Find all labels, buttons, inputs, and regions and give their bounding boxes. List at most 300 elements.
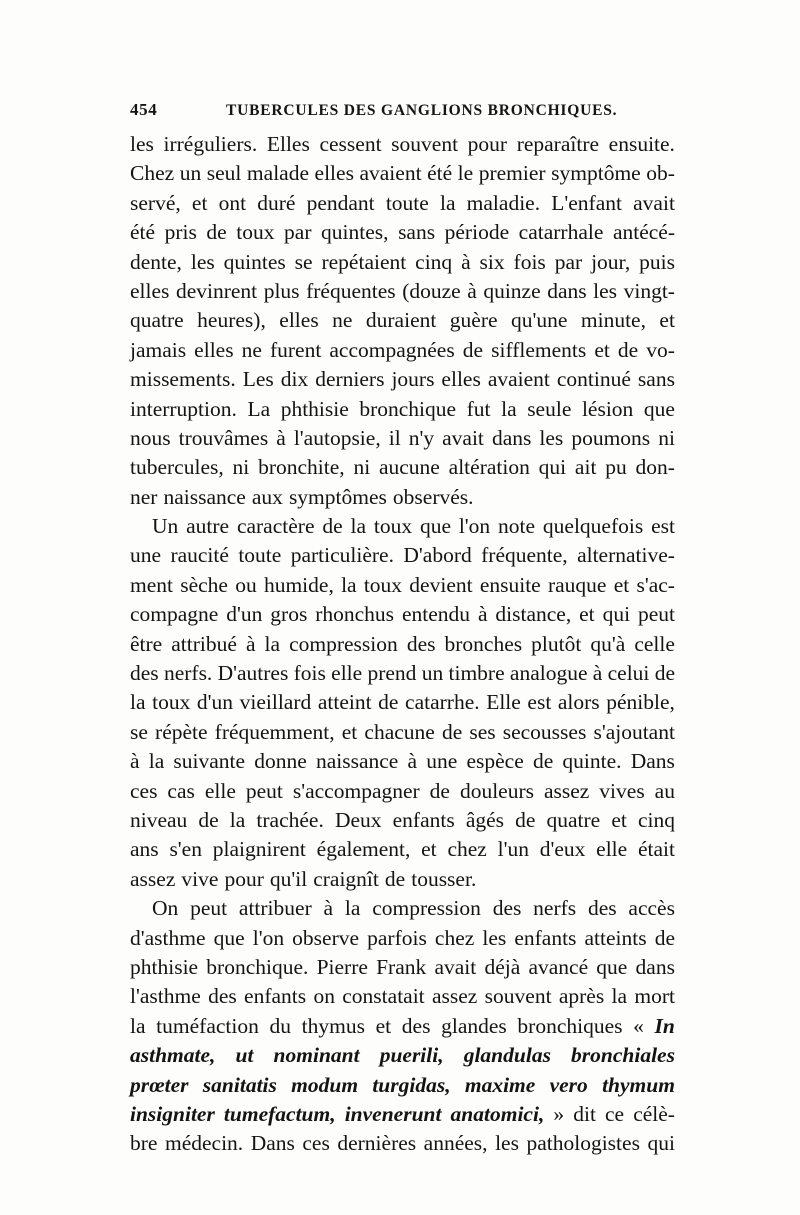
word: à [407,749,418,774]
word: nous [130,425,171,450]
word: s'accompagner [292,778,420,803]
word: don- [635,455,675,480]
word: duré [257,190,296,215]
word: prœter [130,1072,189,1097]
word: turgidas, [372,1072,451,1097]
word: du [269,1013,291,1038]
word: l'asthme [130,984,201,1009]
word: Dans [630,749,675,774]
word: avaient [359,161,422,186]
text-line [130,541,675,570]
text-line [130,512,675,541]
word: attribuer [238,896,312,921]
word: et [659,308,675,333]
word: souvent [484,984,552,1009]
word: assez [431,984,478,1009]
word: à [592,661,603,686]
word: bronchique. [206,954,309,979]
word: plutôt [531,631,582,656]
word: puerili, [379,1043,444,1068]
word: assez [543,778,590,803]
word: déjà [484,954,521,979]
text-line [130,483,675,512]
word: est [651,514,675,539]
word: une [130,543,162,568]
word: tubercules, [130,455,224,480]
word: de [429,778,450,803]
word: et [341,719,358,744]
word: irréguliers. [163,132,258,156]
word: par [284,220,312,245]
word: et [594,337,610,362]
word: caractère [236,514,315,539]
word: une [426,749,458,774]
word: souvent [391,132,459,156]
word: humide, [263,572,334,597]
word: de [441,719,463,744]
word: chez [447,837,487,862]
text-line [130,159,675,188]
word: particulière. [290,543,394,568]
word: d'un [196,690,234,715]
word: Un [152,514,179,539]
word: des [492,896,522,921]
word: de [654,925,675,950]
word: celui [607,661,650,686]
text-line [130,982,675,1011]
word: jamais [130,337,187,362]
word: la [350,514,367,539]
word: constatait [342,984,425,1009]
word: l'autopsie, [293,425,381,450]
word: D'autres [217,661,289,686]
word: enfants [392,807,455,832]
word: La [247,396,271,421]
word: qui [538,455,567,480]
word: ner [130,484,158,509]
word: à [130,749,140,774]
word: elles [130,278,170,303]
word: avait [434,954,477,979]
text-line [130,189,675,218]
word: missements. [130,367,236,392]
word: celle [634,631,675,656]
word: période [444,220,510,245]
word: accompagnées [329,337,455,362]
word: à [467,278,477,303]
word: vingt- [623,278,675,303]
word: de [384,866,406,891]
word: toux [373,514,413,539]
word: d'eux [539,837,586,862]
word: pathologistes [526,1131,640,1156]
word: âgés [465,807,505,832]
text-line [130,571,675,600]
word: niveau [130,807,188,832]
word: n'y [408,425,435,450]
word: secousses [502,719,587,744]
word: naissance [163,484,246,509]
word: la [264,631,281,656]
word: elle [204,778,236,803]
text-line [130,953,675,982]
word: qu'une [511,308,568,333]
word: quintes, [321,220,389,245]
word: la [130,1013,146,1038]
word: à [477,602,488,627]
word: plus [263,278,300,303]
word: D'abord [403,543,472,568]
word: par [554,249,583,274]
word: toux [152,690,191,715]
word: à [461,249,471,274]
word: sanitatis [202,1072,277,1097]
word: plaignirent [212,837,306,862]
word: la [341,572,357,597]
running-title: TUBERCULES DES GANGLIONS BRONCHIQUES. [226,102,618,119]
word: d'asthme [130,925,206,950]
word: lésion [581,396,634,421]
word: également, [316,837,411,862]
word: la [344,896,361,921]
word: dernières [337,1131,417,1156]
word: toux [363,572,403,597]
word: Elles [266,132,310,156]
word: ni [658,425,675,450]
word: d'un [226,602,263,627]
word: que [213,925,245,950]
word: cas [167,778,195,803]
word: et [375,1013,392,1038]
word: altération [448,455,530,480]
word: six [479,249,505,274]
word: nerfs. [163,661,213,686]
text-line [130,1129,675,1158]
word: cinq [415,249,453,274]
word: seul [206,161,242,186]
text-line [130,835,675,864]
word: les [495,1131,519,1156]
word: gros [270,602,308,627]
word: vero [549,1072,588,1097]
word: invenerunt [344,1101,442,1126]
word: sèche [180,572,228,597]
word: catarrhe. [405,690,480,715]
text-line [130,659,675,688]
word: avancé [528,954,589,979]
word: pour [467,132,508,156]
word: ob- [646,161,675,186]
word: il [388,425,401,450]
word: maxime [464,1072,536,1097]
word: parfois [367,925,427,950]
word: craignît [313,866,379,891]
word: s'en [169,837,202,862]
word: après [558,984,605,1009]
word: être [130,631,163,656]
word: glandulas [463,1043,551,1068]
body-text [130,130,675,1159]
word: accès [628,896,675,921]
word: minute, [580,308,646,333]
word: note [498,514,536,539]
page-number: 454 [130,100,158,119]
word: symptôme [551,161,641,186]
word: la [439,190,456,215]
word: tumefactum, [223,1101,336,1126]
word: elle [331,661,363,686]
word: bronchiales [571,1043,675,1068]
word: la [229,807,246,832]
word: heures), [197,308,266,333]
word: des [208,984,237,1009]
word: qu'il [269,866,308,891]
word: toute [238,543,282,568]
word: un [179,161,202,186]
word: l'on [252,925,285,950]
word: Deux [334,807,382,832]
word: le [457,161,474,186]
word: que [419,514,451,539]
word: fréquentes [306,278,396,303]
word: enfants [244,984,307,1009]
word: pendant [306,190,375,215]
word: duraient [365,308,437,333]
text-line [130,453,675,482]
word: des [130,661,159,686]
word: vives [599,778,645,803]
word: quinze [483,278,541,303]
word: la [148,749,165,774]
word: Frank [376,954,427,979]
word: ut [235,1043,254,1068]
word: aux [251,484,283,509]
word: célè- [633,1101,675,1126]
text-line [130,424,675,453]
word: douleurs [459,778,534,803]
word: premier [478,161,546,186]
word: rauque [547,572,607,597]
word: maladie. [466,190,541,215]
text-line [130,924,675,953]
word: était [637,837,675,862]
word: de [654,661,675,686]
word: bronchiques [517,1013,623,1038]
word: ce [605,1101,625,1126]
word: elles [279,308,319,333]
word: In [654,1013,675,1038]
word: nerfs [533,896,577,921]
word: mort [634,984,675,1009]
word: ans [130,837,159,862]
word: et [421,837,437,862]
word: atteints [584,925,647,950]
text-line [130,277,675,306]
word: ces [130,778,158,803]
word: glandes [441,1013,507,1038]
word: la [130,690,146,715]
word: bronchique [359,396,457,421]
word: compagne [130,602,219,627]
text-line [130,306,675,335]
word: naissance [315,749,399,774]
word: tuméfaction [156,1013,259,1038]
word: dit [573,1101,596,1126]
word: fut [466,396,491,421]
word: se [294,249,313,274]
word: prend [367,661,417,686]
running-head [130,100,675,130]
word: un [421,661,444,686]
text-line [130,718,675,747]
word: que [596,954,628,979]
word: ou [235,572,257,597]
word: ensuite [479,572,541,597]
word: peut [637,602,675,627]
word: ces [302,1131,330,1156]
word: atteint [317,690,372,715]
word: sans [637,367,675,392]
word: été [427,161,453,186]
word: quelquefois [542,514,644,539]
text-line [130,130,675,159]
word: devient [409,572,473,597]
word: années, [423,1131,488,1156]
word: catarrhale [518,220,604,245]
word: trachée. [256,807,324,832]
word: et [191,190,208,215]
word: donne [254,749,307,774]
word: autre [186,514,230,539]
word: attribué [171,631,237,656]
word: à [323,896,334,921]
word: sans [398,220,436,245]
word: qui [602,602,631,627]
word: dans [635,954,675,979]
word: avait [442,425,484,450]
word: asthmate, [130,1043,216,1068]
word: les [482,925,507,950]
word: vo- [646,337,675,362]
word: ni [232,455,250,480]
text-line [130,395,675,424]
word: dente, [130,249,182,274]
text-line [130,365,675,394]
word: quatre [546,807,601,832]
word: insigniter [130,1101,215,1126]
word: continué [556,367,631,392]
word: sifflements [491,337,587,362]
word: été [130,220,156,245]
word: quatre [130,308,184,333]
word: s'ajoutant [593,719,675,744]
word: Dans [250,1131,295,1156]
text-line [130,894,675,923]
word: de [378,690,399,715]
word: se [130,719,148,744]
word: repétaient [321,249,407,274]
word: les [190,249,215,274]
word: alors [557,690,600,715]
word: elles [314,161,354,186]
text-line [130,777,675,806]
word: de [515,807,536,832]
word: peut [245,778,283,803]
word: observe [292,925,360,950]
word: « [633,1013,644,1038]
word: analogue [509,661,588,686]
word: avait [633,190,675,215]
text-line [130,1100,675,1129]
word: malade [246,161,309,186]
word: ses [469,719,496,744]
word: on [313,984,335,1009]
word: derniers [315,367,385,392]
word: dans [491,425,532,450]
text-line [130,688,675,717]
word: vive [181,866,219,891]
word: anatomici, [450,1101,545,1126]
word: dix [280,367,309,392]
word: au [654,778,675,803]
word: rhonchus [315,602,395,627]
word: seule [527,396,572,421]
word: et [579,602,595,627]
word: ne [332,308,353,333]
word: peut [190,896,228,921]
word: ont [218,190,247,215]
text-line [130,600,675,629]
text-line [130,218,675,247]
word: des [587,896,617,921]
word: modum [291,1072,359,1097]
word: (douze [402,278,461,303]
word: qu'à [590,631,626,656]
word: de [198,807,219,832]
word: elles [194,337,234,362]
word: poumons [571,425,651,450]
word: de [532,749,554,774]
word: Elle [486,690,521,715]
word: cessent [319,132,382,156]
word: tousser. [411,866,477,891]
word: furent [269,337,322,362]
word: des [406,631,436,656]
word: entendu [401,602,471,627]
text-line [130,1012,675,1041]
word: raucité [170,543,229,568]
word: toute [385,190,429,215]
word: bronchite, [258,455,345,480]
word: et [611,807,627,832]
word: dans [547,278,587,303]
text-line [130,1041,675,1070]
word: distance, [495,602,572,627]
word: médecin. [164,1131,244,1156]
word: s'ac- [636,572,675,597]
word: suivante [173,749,246,774]
text-line [130,248,675,277]
word: phthisie [130,954,199,979]
word: symptômes [288,484,387,509]
word: quinte. [562,749,622,774]
word: puis [639,249,675,274]
word: est [527,690,552,715]
word: de [322,514,343,539]
word: » [553,1101,565,1126]
word: compression [289,631,398,656]
word: nominant [273,1043,360,1068]
